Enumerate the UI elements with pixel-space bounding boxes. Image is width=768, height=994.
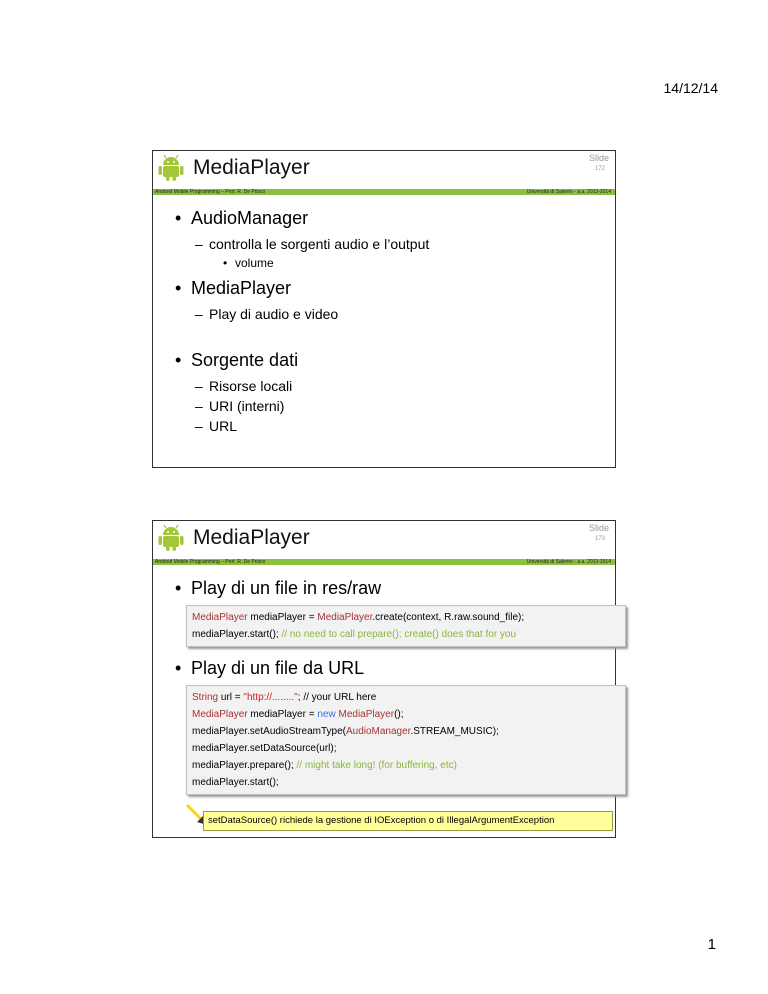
page-number: 1 — [707, 936, 716, 953]
slide-title: MediaPlayer — [193, 526, 310, 549]
android-logo-icon — [156, 524, 186, 552]
bullet-play-res-raw: • Play di un file in res/raw — [167, 577, 601, 599]
slide-number: 172 — [594, 166, 605, 172]
sub-bullet: – URI (interni) — [167, 397, 601, 415]
sub-bullet: – Play di audio e video — [167, 305, 601, 323]
slide-label: Slide — [588, 153, 609, 163]
footer-author: Android Mobile Programming – Prof. R. De Prisco — [155, 559, 266, 565]
bullet-play-url: • Play di un file da URL — [167, 657, 601, 679]
bullet-mediaplayer: • MediaPlayer — [167, 277, 601, 299]
code-line: mediaPlayer.prepare(); // might take long! (for buffering, etc) — [192, 760, 457, 771]
slide-header — [153, 151, 615, 189]
code-line: mediaPlayer.setAudioStreamType(AudioManager.STREAM_MUSIC); — [192, 726, 499, 737]
slide-173 — [152, 520, 616, 838]
footer-author: Android Mobile Programming – Prof. R. De Prisco — [155, 189, 266, 195]
slide-title: MediaPlayer — [193, 156, 310, 179]
slide-header — [153, 521, 615, 559]
code-line: MediaPlayer mediaPlayer = MediaPlayer.create(context, R.raw.sound_file); — [192, 612, 525, 623]
code-line: MediaPlayer mediaPlayer = new MediaPlayer(); — [192, 709, 404, 720]
code-line: String url = "http://........"; // your URL here — [192, 692, 377, 703]
sub-bullet: – controlla le sorgenti audio e l’output — [167, 235, 601, 253]
slide-label: Slide — [588, 523, 609, 533]
footer-university: Università di Salerno - a.a. 2013-2014 — [526, 559, 611, 565]
bullet-audiomanager: • AudioManager — [167, 207, 601, 229]
sub-bullet: – URL — [167, 417, 601, 435]
callout-note: setDataSource() richiede la gestione di IOException o di IllegalArgumentException — [203, 811, 613, 831]
page-date: 14/12/14 — [663, 80, 718, 96]
footer-university: Università di Salerno - a.a. 2013-2014 — [526, 189, 611, 195]
sub-sub-bullet: • volume — [167, 255, 601, 271]
code-line: mediaPlayer.start(); — [192, 777, 279, 788]
code-block-url — [186, 685, 626, 795]
code-block-res-raw — [186, 605, 626, 647]
android-logo-icon — [156, 154, 186, 182]
sub-bullet: – Risorse locali — [167, 377, 601, 395]
bullet-sorgente-dati: • Sorgente dati — [167, 349, 601, 371]
slide-body — [153, 565, 615, 795]
slide-number: 173 — [594, 536, 605, 542]
code-line: mediaPlayer.setDataSource(url); — [192, 743, 337, 754]
slide-172 — [152, 150, 616, 468]
slide-body — [153, 195, 615, 435]
code-line: mediaPlayer.start(); // no need to call prepare(); create() does that for you — [192, 629, 517, 640]
